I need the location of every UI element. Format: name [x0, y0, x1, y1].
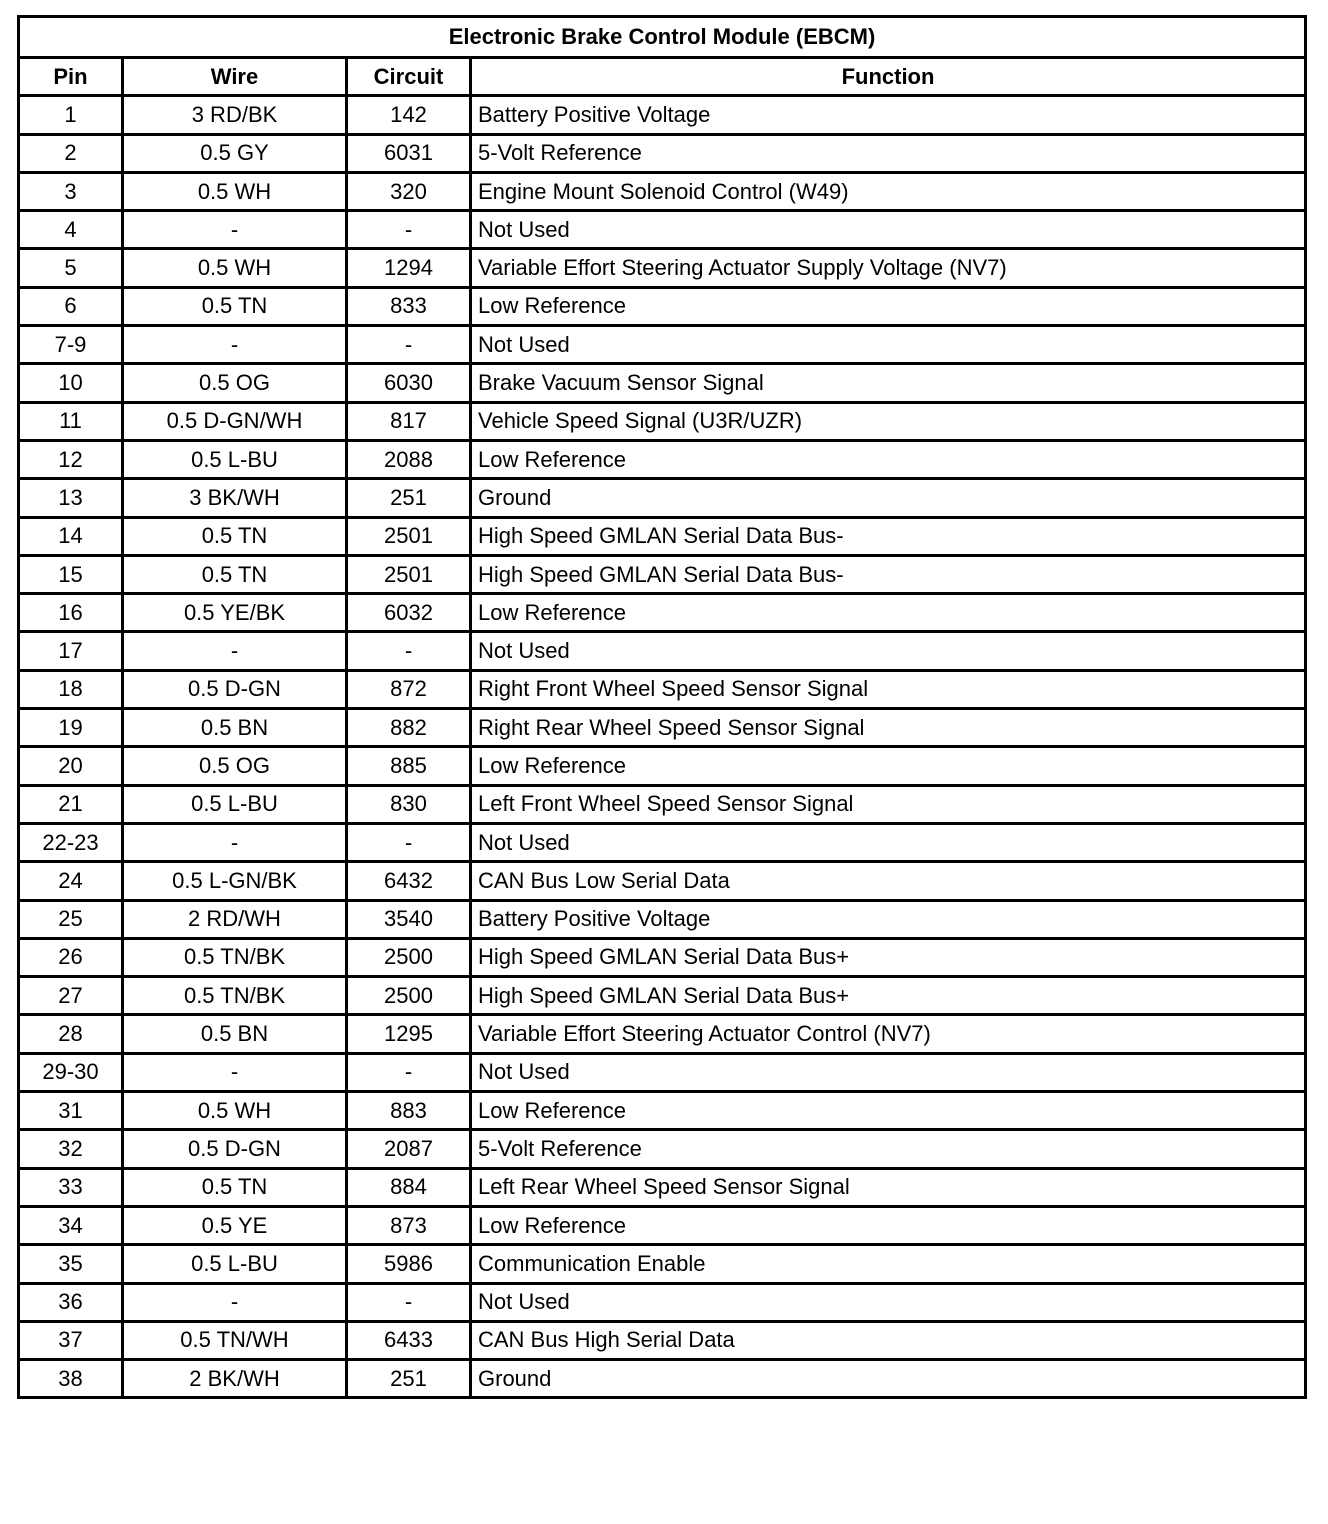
cell-wire: 0.5 BN: [123, 709, 347, 747]
cell-circuit: 6030: [347, 364, 471, 402]
cell-wire: 0.5 WH: [123, 172, 347, 210]
header-wire: Wire: [123, 58, 347, 96]
table-row: [19, 326, 1306, 364]
cell-circuit: 885: [347, 747, 471, 785]
cell-pin: 16: [19, 594, 123, 632]
cell-pin: 24: [19, 862, 123, 900]
cell-wire: 0.5 TN: [123, 287, 347, 325]
table-row: [19, 440, 1306, 478]
cell-function: Left Rear Wheel Speed Sensor Signal: [471, 1168, 1306, 1206]
cell-wire: 0.5 L-BU: [123, 785, 347, 823]
cell-wire: 2 RD/WH: [123, 900, 347, 938]
cell-wire: -: [123, 1053, 347, 1091]
header-row: [19, 58, 1306, 96]
table-row: [19, 517, 1306, 555]
cell-circuit: 5986: [347, 1245, 471, 1283]
cell-pin: 18: [19, 670, 123, 708]
cell-circuit: 1295: [347, 1015, 471, 1053]
cell-wire: 0.5 L-BU: [123, 440, 347, 478]
table-row: [19, 1245, 1306, 1283]
cell-pin: 34: [19, 1206, 123, 1244]
cell-circuit: 872: [347, 670, 471, 708]
cell-wire: 0.5 BN: [123, 1015, 347, 1053]
cell-wire: 3 BK/WH: [123, 479, 347, 517]
cell-function: Not Used: [471, 1053, 1306, 1091]
table-row: [19, 632, 1306, 670]
cell-wire: 0.5 WH: [123, 1092, 347, 1130]
cell-circuit: 2500: [347, 938, 471, 976]
cell-circuit: 2501: [347, 517, 471, 555]
cell-function: High Speed GMLAN Serial Data Bus-: [471, 555, 1306, 593]
cell-function: Low Reference: [471, 440, 1306, 478]
table-row: [19, 287, 1306, 325]
cell-pin: 32: [19, 1130, 123, 1168]
cell-circuit: -: [347, 326, 471, 364]
cell-circuit: -: [347, 211, 471, 249]
cell-pin: 25: [19, 900, 123, 938]
table-row: [19, 479, 1306, 517]
cell-wire: 0.5 YE: [123, 1206, 347, 1244]
table-row: [19, 1283, 1306, 1321]
table-row: [19, 555, 1306, 593]
cell-function: Left Front Wheel Speed Sensor Signal: [471, 785, 1306, 823]
cell-wire: 0.5 TN: [123, 1168, 347, 1206]
table-row: [19, 977, 1306, 1015]
cell-circuit: 6433: [347, 1321, 471, 1359]
cell-wire: 2 BK/WH: [123, 1360, 347, 1398]
cell-circuit: 883: [347, 1092, 471, 1130]
cell-circuit: 2500: [347, 977, 471, 1015]
cell-wire: 0.5 D-GN/WH: [123, 402, 347, 440]
cell-function: Not Used: [471, 632, 1306, 670]
cell-circuit: 1294: [347, 249, 471, 287]
cell-function: Not Used: [471, 1283, 1306, 1321]
cell-circuit: 142: [347, 96, 471, 134]
table-row: [19, 747, 1306, 785]
cell-circuit: 2501: [347, 555, 471, 593]
table-row: [19, 402, 1306, 440]
table-row: [19, 1053, 1306, 1091]
cell-pin: 7-9: [19, 326, 123, 364]
cell-circuit: 2088: [347, 440, 471, 478]
table-row: [19, 594, 1306, 632]
cell-circuit: 6031: [347, 134, 471, 172]
table-row: [19, 1206, 1306, 1244]
cell-function: Ground: [471, 479, 1306, 517]
cell-pin: 4: [19, 211, 123, 249]
cell-wire: -: [123, 1283, 347, 1321]
table-row: [19, 364, 1306, 402]
cell-pin: 2: [19, 134, 123, 172]
header-function: Function: [471, 58, 1306, 96]
cell-wire: -: [123, 823, 347, 861]
cell-circuit: -: [347, 823, 471, 861]
cell-function: Right Rear Wheel Speed Sensor Signal: [471, 709, 1306, 747]
cell-function: 5-Volt Reference: [471, 134, 1306, 172]
cell-pin: 29-30: [19, 1053, 123, 1091]
cell-function: Communication Enable: [471, 1245, 1306, 1283]
cell-circuit: 2087: [347, 1130, 471, 1168]
cell-circuit: -: [347, 1053, 471, 1091]
cell-pin: 15: [19, 555, 123, 593]
table-row: [19, 670, 1306, 708]
cell-pin: 21: [19, 785, 123, 823]
cell-pin: 19: [19, 709, 123, 747]
cell-function: Low Reference: [471, 1092, 1306, 1130]
cell-wire: 0.5 OG: [123, 747, 347, 785]
table-row: [19, 1321, 1306, 1359]
cell-function: Battery Positive Voltage: [471, 900, 1306, 938]
cell-circuit: 6032: [347, 594, 471, 632]
cell-circuit: 6432: [347, 862, 471, 900]
cell-pin: 28: [19, 1015, 123, 1053]
cell-function: Brake Vacuum Sensor Signal: [471, 364, 1306, 402]
table-row: [19, 211, 1306, 249]
cell-circuit: 320: [347, 172, 471, 210]
cell-pin: 6: [19, 287, 123, 325]
table-row: [19, 900, 1306, 938]
cell-circuit: -: [347, 1283, 471, 1321]
table-row: [19, 709, 1306, 747]
cell-wire: -: [123, 326, 347, 364]
table-row: [19, 96, 1306, 134]
cell-function: 5-Volt Reference: [471, 1130, 1306, 1168]
cell-circuit: 882: [347, 709, 471, 747]
cell-function: High Speed GMLAN Serial Data Bus+: [471, 938, 1306, 976]
cell-wire: 0.5 L-BU: [123, 1245, 347, 1283]
table-row: [19, 1360, 1306, 1398]
cell-pin: 33: [19, 1168, 123, 1206]
cell-circuit: -: [347, 632, 471, 670]
cell-pin: 22-23: [19, 823, 123, 861]
header-pin: Pin: [19, 58, 123, 96]
cell-pin: 14: [19, 517, 123, 555]
cell-circuit: 830: [347, 785, 471, 823]
cell-wire: 0.5 YE/BK: [123, 594, 347, 632]
cell-function: Ground: [471, 1360, 1306, 1398]
cell-function: Variable Effort Steering Actuator Supply Voltage (NV7): [471, 249, 1306, 287]
cell-pin: 35: [19, 1245, 123, 1283]
cell-function: Not Used: [471, 211, 1306, 249]
table-title: Electronic Brake Control Module (EBCM): [19, 17, 1306, 58]
cell-wire: -: [123, 632, 347, 670]
cell-function: Variable Effort Steering Actuator Control (NV7): [471, 1015, 1306, 1053]
table-row: [19, 823, 1306, 861]
table-row: [19, 862, 1306, 900]
cell-pin: 36: [19, 1283, 123, 1321]
cell-function: Low Reference: [471, 1206, 1306, 1244]
cell-wire: 0.5 D-GN: [123, 1130, 347, 1168]
cell-function: Low Reference: [471, 594, 1306, 632]
cell-pin: 12: [19, 440, 123, 478]
cell-pin: 3: [19, 172, 123, 210]
cell-function: Low Reference: [471, 287, 1306, 325]
ebcm-pinout-table: [17, 15, 1307, 1399]
cell-circuit: 251: [347, 479, 471, 517]
table-row: [19, 1015, 1306, 1053]
cell-function: Engine Mount Solenoid Control (W49): [471, 172, 1306, 210]
cell-pin: 10: [19, 364, 123, 402]
cell-wire: 0.5 TN: [123, 555, 347, 593]
cell-pin: 1: [19, 96, 123, 134]
cell-wire: 0.5 WH: [123, 249, 347, 287]
table-row: [19, 249, 1306, 287]
cell-pin: 31: [19, 1092, 123, 1130]
cell-pin: 13: [19, 479, 123, 517]
cell-wire: 0.5 TN: [123, 517, 347, 555]
cell-pin: 20: [19, 747, 123, 785]
table-row: [19, 1130, 1306, 1168]
cell-wire: 3 RD/BK: [123, 96, 347, 134]
cell-wire: 0.5 L-GN/BK: [123, 862, 347, 900]
cell-circuit: 884: [347, 1168, 471, 1206]
cell-wire: 0.5 D-GN: [123, 670, 347, 708]
cell-circuit: 251: [347, 1360, 471, 1398]
cell-wire: 0.5 TN/BK: [123, 938, 347, 976]
cell-wire: -: [123, 211, 347, 249]
header-circuit: Circuit: [347, 58, 471, 96]
cell-wire: 0.5 TN/WH: [123, 1321, 347, 1359]
table-row: [19, 938, 1306, 976]
table-row: [19, 172, 1306, 210]
cell-pin: 37: [19, 1321, 123, 1359]
cell-function: Not Used: [471, 823, 1306, 861]
cell-circuit: 3540: [347, 900, 471, 938]
cell-pin: 17: [19, 632, 123, 670]
cell-pin: 26: [19, 938, 123, 976]
table-row: [19, 1168, 1306, 1206]
cell-pin: 11: [19, 402, 123, 440]
cell-function: CAN Bus Low Serial Data: [471, 862, 1306, 900]
cell-function: Low Reference: [471, 747, 1306, 785]
cell-function: Vehicle Speed Signal (U3R/UZR): [471, 402, 1306, 440]
table-row: [19, 134, 1306, 172]
cell-function: High Speed GMLAN Serial Data Bus+: [471, 977, 1306, 1015]
title-row: [19, 17, 1306, 58]
cell-function: Not Used: [471, 326, 1306, 364]
cell-wire: 0.5 OG: [123, 364, 347, 402]
cell-function: High Speed GMLAN Serial Data Bus-: [471, 517, 1306, 555]
cell-function: CAN Bus High Serial Data: [471, 1321, 1306, 1359]
cell-function: Battery Positive Voltage: [471, 96, 1306, 134]
cell-circuit: 873: [347, 1206, 471, 1244]
table-row: [19, 1092, 1306, 1130]
cell-circuit: 833: [347, 287, 471, 325]
table-row: [19, 785, 1306, 823]
cell-pin: 5: [19, 249, 123, 287]
cell-circuit: 817: [347, 402, 471, 440]
cell-wire: 0.5 GY: [123, 134, 347, 172]
cell-wire: 0.5 TN/BK: [123, 977, 347, 1015]
cell-pin: 27: [19, 977, 123, 1015]
cell-function: Right Front Wheel Speed Sensor Signal: [471, 670, 1306, 708]
cell-pin: 38: [19, 1360, 123, 1398]
